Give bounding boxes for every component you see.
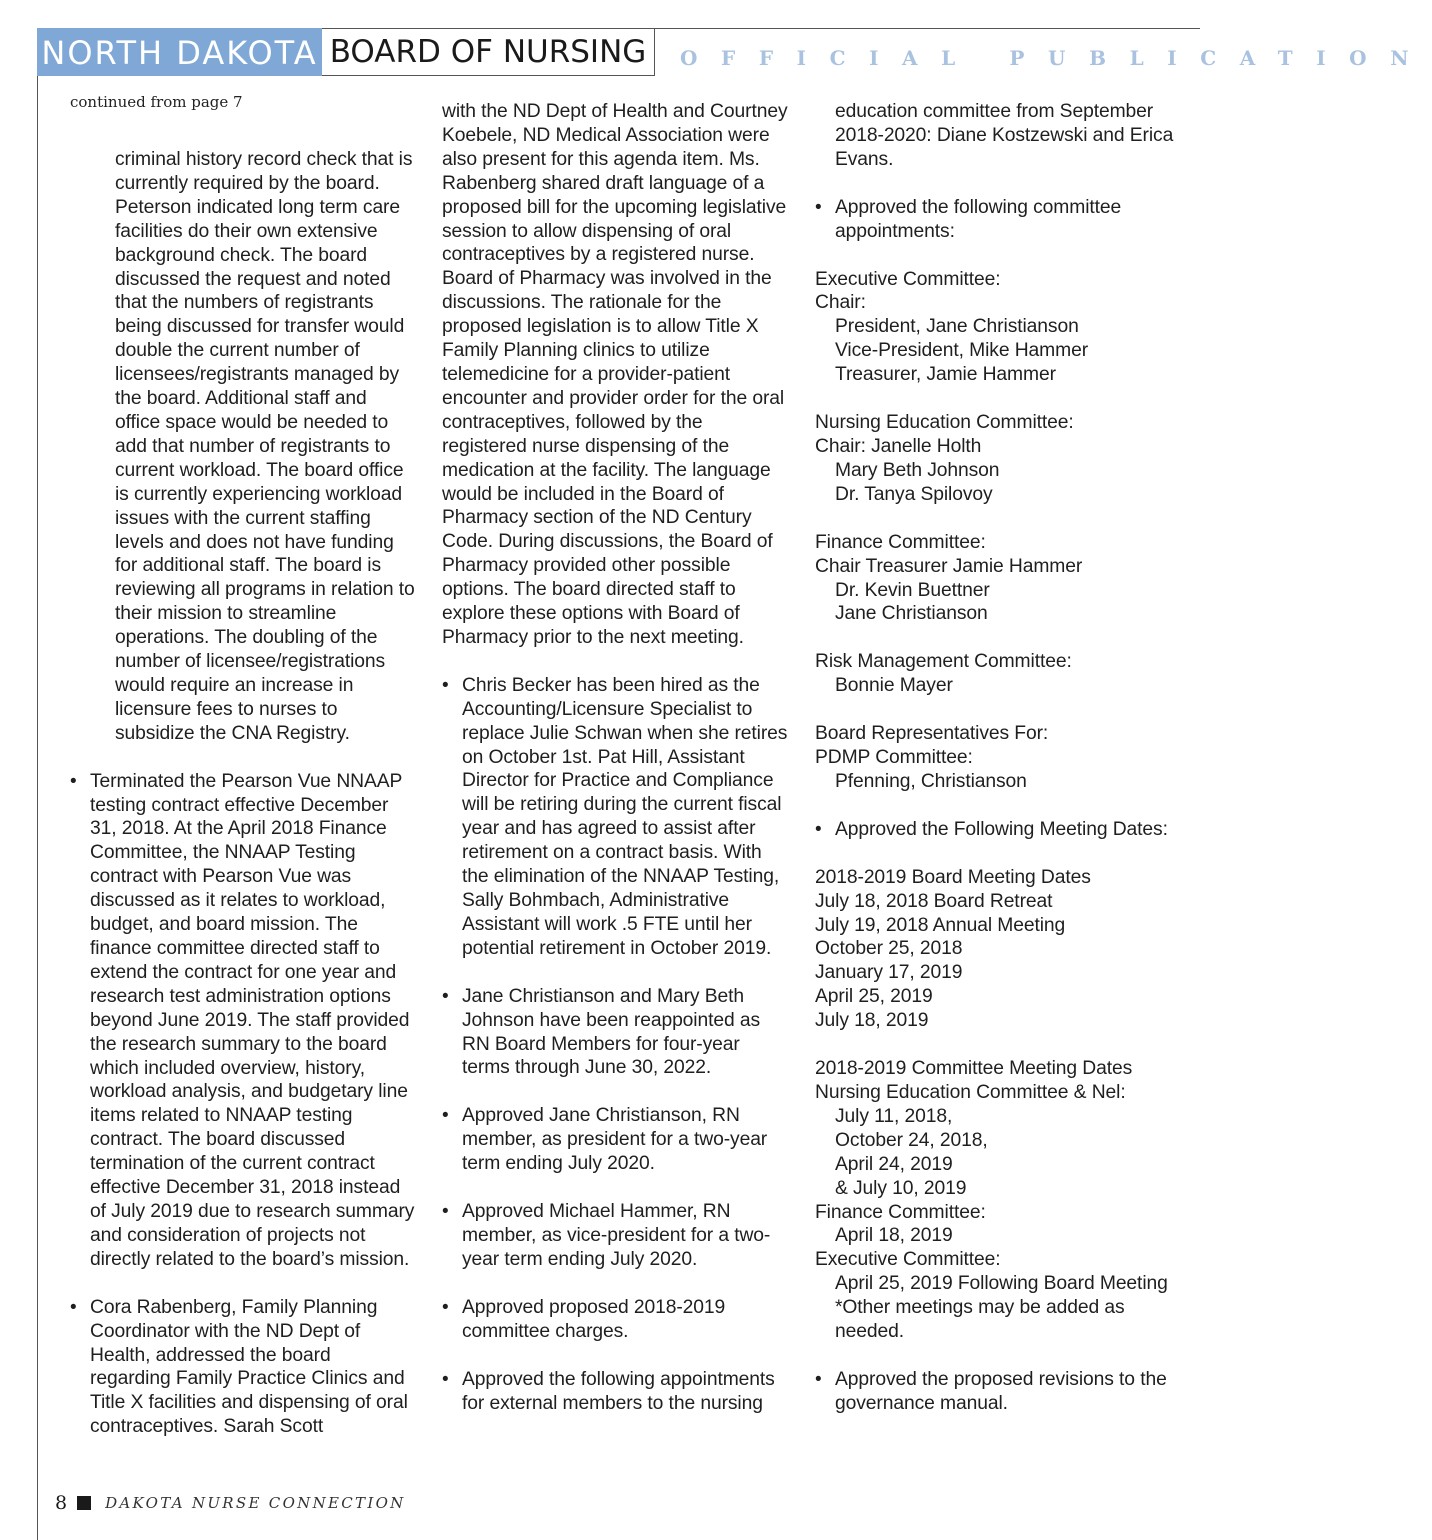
committee-exec-note: *Other meetings may be added as needed. [835, 1297, 1125, 1343]
col3-continued-text: education committee from September 2018-2020: Diane Kostzewski and Erica Evans. [835, 101, 1174, 170]
col1-continued-text: criminal history record check that is currently required by the board. Peterson indicated long term care facilities do their own extensive background check. The board discussed the request and noted that the numbers of registrants being discussed for transfer would double the current number of licensees/registrants managed by the board. Additional staff and office space would be needed to add that number of registrants to current workload. The board office is currently experiencing workload issues with the current staffing levels and does not have funding for additional staff. The board is reviewing all programs in relation to their mission to streamline operations. The doubling of the number of licensee/registrations would require an increase in licensure fees to nurses to subsidize the CNA Registry. [115, 149, 415, 744]
page-number: 8 [55, 1492, 68, 1514]
masthead-state: NORTH DAKOTA [37, 28, 322, 76]
risk-committee-heading: Risk Management Committee: [815, 651, 1072, 673]
exec-member: Vice-President, Mike Hammer [835, 340, 1089, 362]
board-date: July 19, 2018 Annual Meeting [815, 914, 1066, 936]
fin-committee-chair: Chair Treasurer Jamie Hammer [815, 555, 1083, 577]
edu-committee-chair: Chair: Janelle Holth [815, 435, 982, 457]
col2-bullet-reappointed: • Jane Christianson and Mary Beth Johnson have been reappointed as RN Board Members for four-year terms through June 30, 2022. [442, 985, 792, 1081]
board-dates-heading: 2018-2019 Board Meeting Dates [815, 866, 1091, 888]
committee-edu-date: July 11, 2018, [835, 1105, 953, 1127]
committee-edu-date: & July 10, 2019 [835, 1177, 967, 1199]
exec-member: Treasurer, Jamie Hammer [835, 364, 1056, 386]
column-2 [442, 100, 792, 1415]
exec-committee-heading: Executive Committee: [815, 268, 1001, 290]
masthead-board: BOARD OF NURSING [322, 28, 655, 76]
committee-fin-date: April 18, 2019 [835, 1225, 953, 1247]
board-reps-member: Pfenning, Christianson [835, 770, 1027, 792]
col3-bullet-governance: • Approved the proposed revisions to the governance manual. [815, 1368, 1175, 1416]
board-date: July 18, 2019 [815, 1010, 929, 1032]
committee-exec-date: April 25, 2019 Following Board Meeting [835, 1273, 1168, 1295]
exec-member: President, Jane Christianson [835, 316, 1079, 338]
col2-bullet-president: • Approved Jane Christianson, RN member, as president for a two-year term ending July 2020. [442, 1104, 792, 1176]
col3-bullet-appointments: • Approved the following committee appointments: [815, 196, 1175, 244]
committee-edu-date: April 24, 2019 [835, 1153, 953, 1175]
masthead [37, 28, 655, 76]
col1-bullet-rabenberg: • Cora Rabenberg, Family Planning Coordinator with the ND Dept of Health, addressed the board regarding Family Practice Clinics and Title X facilities and dispensing of oral contraceptives. Sarah Scott [70, 1296, 415, 1439]
col2-bullet-vice-president: • Approved Michael Hammer, RN member, as vice-president for a two-year term ending July 2020. [442, 1200, 792, 1272]
footer-publication: DAKOTA NURSE CONNECTION [105, 1494, 406, 1512]
masthead-publication: OFFICIAL PUBLICATION [680, 46, 1432, 70]
fin-member: Dr. Kevin Buettner [835, 579, 990, 601]
board-date: April 25, 2019 [815, 986, 933, 1008]
col2-continued-text: with the ND Dept of Health and Courtney Koebele, ND Medical Association were also present for this agenda item. Ms. Rabenberg shared draft language of a proposed bill for the upcoming legislative session to allow dispensing of oral contraceptives by a registered nurse. Board of Pharmacy was involved in the discussions. The rationale for the proposed legislation is to allow Title X Family Planning clinics to utilize telemedicine for a provider-patient encounter and provider order for the oral contraceptives, followed by the registered nurse dispensing of the medication at the facility. The language would be included in the Board of Pharmacy section of the ND Century Code. During discussions, the Board of Pharmacy provided other possible options. The board directed staff to explore these options with Board of Pharmacy prior to the next meeting. [442, 101, 788, 648]
risk-member: Bonnie Mayer [835, 675, 953, 697]
committee-fin-label: Finance Committee: [815, 1201, 986, 1223]
edu-member: Mary Beth Johnson [835, 459, 1000, 481]
board-reps-heading: Board Representatives For: [815, 723, 1049, 745]
committee-edu-label: Nursing Education Committee & Nel: [815, 1082, 1126, 1103]
continued-note: continued from page 7 [70, 93, 243, 111]
col2-bullet-becker: • Chris Becker has been hired as the Accounting/Licensure Specialist to replace Julie Schwan when she retires on October 1st. Pat Hill, Assistant Director for Practice and Compliance will be retiring during the current fiscal year and has agreed to assist after retirement on a contract basis. With the elimination of the NNAAP Testing, Sally Bohmbach, Administrative Assistant will work .5 FTE until her potential retirement in October 2019. [442, 674, 792, 961]
col1-bullet-pearson: • Terminated the Pearson Vue NNAAP testing contract effective December 31, 2018. At the April 2018 Finance Committee, the NNAAP Testing contract with Pearson Vue was discussed as it relates to workload, budget, and board mission. The finance committee directed staff to extend the contract for one year and research test administration options beyond June 2019. The staff provided the research summary to the board which included overview, history, workload analysis, and budgetary line items related to NNAAP testing contract. The board discussed termination of the current contract effective December 31, 2018 instead of July 2019 due to research summary and consideration of projects not directly related to the board’s mission. [70, 770, 415, 1272]
committee-exec-label: Executive Committee: [815, 1249, 1001, 1271]
committee-edu-date: October 24, 2018, [835, 1129, 988, 1151]
committee-dates-heading: 2018-2019 Committee Meeting Dates [815, 1058, 1133, 1080]
fin-committee-heading: Finance Committee: [815, 531, 986, 553]
board-reps-subheading: PDMP Committee: [815, 747, 973, 769]
col2-bullet-committee-charges: • Approved proposed 2018-2019 committee charges. [442, 1296, 792, 1344]
edu-member: Dr. Tanya Spilovoy [835, 483, 993, 505]
board-date: October 25, 2018 [815, 938, 963, 960]
fin-member: Jane Christianson [835, 603, 988, 625]
col2-bullet-external-members: • Approved the following appointments for external members to the nursing [442, 1368, 792, 1416]
board-date: July 18, 2018 Board Retreat [815, 890, 1053, 912]
exec-committee-chair: Chair: [815, 292, 866, 314]
column-1 [70, 148, 415, 1439]
board-date: January 17, 2019 [815, 962, 963, 984]
page-footer [55, 1492, 406, 1514]
col3-bullet-meeting-dates: • Approved the Following Meeting Dates: [815, 818, 1175, 842]
column-3 [815, 100, 1175, 1416]
edu-committee-heading: Nursing Education Committee: [815, 412, 1074, 434]
page-frame-left-rule [37, 28, 38, 1540]
footer-square-icon [77, 1496, 91, 1510]
